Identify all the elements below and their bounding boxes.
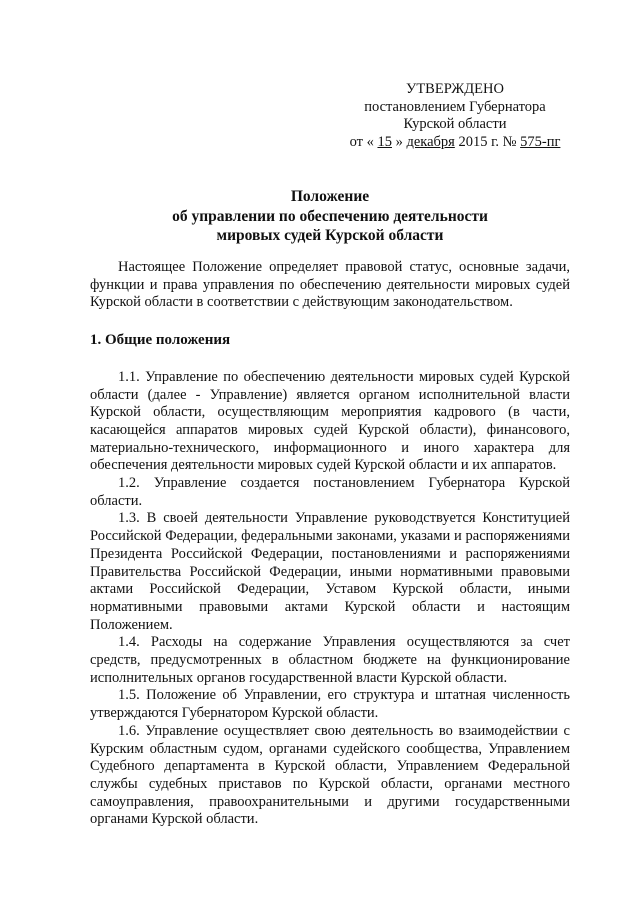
approval-line-approved: УТВЕРЖДЕНО xyxy=(406,81,504,97)
title-line-1: Положение xyxy=(290,188,370,205)
document-title xyxy=(90,187,570,246)
document-body xyxy=(90,259,570,829)
date-month: декабря xyxy=(406,133,455,150)
decree-number: 575-пг xyxy=(520,133,561,150)
approval-line-region: Курской области xyxy=(403,116,507,132)
approval-stamp xyxy=(330,81,580,151)
paragraph-1-2: 1.2. Управление создается постановлением Губернатора Курской области. xyxy=(90,475,570,509)
intro-paragraph: Настоящее Положение определяет правовой статус, основные задачи, функции и права управления по обеспечению деятельности мировых судей Курской области в соответствии с действующим законодательством. xyxy=(90,259,570,311)
approval-date-line xyxy=(330,134,580,152)
paragraph-1-6: 1.6. Управление осуществляет свою деятельность во взаимодействии с Курским областным судом, органами судейского сообщества, Управлением Судебного департамента в Курской области, Управлением Федеральной службы судебных приставов по Курской области, органами местного самоуправления, правоохранительными и другими государственными органами Курской области. xyxy=(90,722,570,828)
date-mid: » xyxy=(391,133,407,150)
approval-line-by-decree: постановлением Губернатора xyxy=(364,98,546,115)
paragraph-1-5: 1.5. Положение об Управлении, его структура и штатная численность утверждаются Губернатором Курской области. xyxy=(90,687,570,722)
date-prefix: от « xyxy=(349,133,378,150)
paragraph-1-4: 1.4. Расходы на содержание Управления осуществляются за счет средств, предусмотренных в областном бюджете на функционирование исполнительных органов государственной власти Курской области. xyxy=(90,634,570,686)
paragraph-1-3: 1.3. В своей деятельности Управление руководствуется Конституцией Российской Федерации, федеральными законами, указами и распоряжениями Президента Российской Федерации, постановлениями и распоряжениями Правительства Российской Федерации, иными нормативными правовыми актами Российской Федерации, Уставом Курской области, иными нормативными правовыми актами Курской области и настоящим Положением. xyxy=(90,510,570,633)
title-line-2: об управлении по обеспечению деятельности xyxy=(172,207,488,225)
paragraph-1-1: 1.1. Управление по обеспечению деятельности мировых судей Курской области (далее - Управление) является органом исполнительной власти Курской области, осуществляющим мероприятия кадрового (в части, касающейся аппаратов мировых судей Курской области), финансового, материально-технического, информационного и иного характера для обеспечения деятельности мировых судей Курской области и их аппаратов. xyxy=(90,368,570,474)
date-year: 2015 г. № xyxy=(454,133,521,150)
title-line-3: мировых судей Курской области xyxy=(216,227,444,244)
section-heading: 1. Общие положения xyxy=(90,332,231,349)
date-day: 15 xyxy=(377,133,392,150)
